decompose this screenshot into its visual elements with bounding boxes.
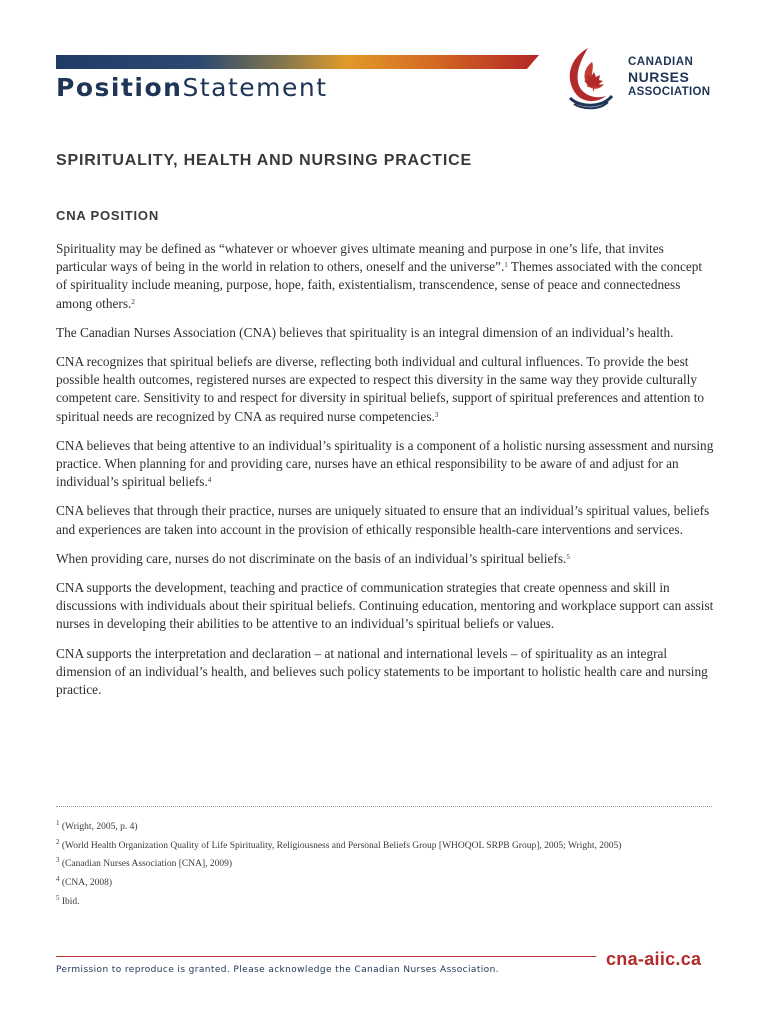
footer-divider — [56, 956, 596, 957]
logo-wordmark — [628, 55, 710, 100]
logo-line-canadian: CANADIAN — [628, 56, 694, 68]
footnotes — [56, 818, 716, 912]
title-bold: Position — [56, 73, 183, 102]
body-text — [56, 240, 716, 710]
footnote-item: $^2$ (World Health Organization Quality of Life Spirituality, Religiousness and Personal Beliefs Group [WHOQOL SRPB Group], 2005; Wright, 2005) — [56, 837, 622, 851]
header-gradient-bar — [56, 55, 539, 69]
paragraph: CNA recognizes that spiritual beliefs are diverse, reflecting both individual and cultural influences. To provide the best possible health outcomes, registered nurses are expected to respect this diversity in the same way they provide culturally competent care. Sensitivity to and respect for diversity in spiritual beliefs, support of spiritual preferences and attention to spiritual needs are recognized by CNA as required nurse competencies.$^3$ — [56, 354, 705, 424]
title-light: Statement — [182, 73, 328, 102]
section-heading: CNA POSITION — [56, 208, 160, 223]
flame-emblem-icon — [558, 44, 622, 114]
footnote-ref[interactable]: 4 — [207, 476, 212, 485]
permission-notice: Permission to reproduce is granted. Please acknowledge the Canadian Nurses Association. — [56, 965, 499, 975]
paragraph: CNA supports the interpretation and declaration – at national and international levels – of spirituality as an integral dimension of an individual’s health, and believes such policy statements to be important to holistic health care and nursing practice. — [56, 645, 708, 698]
paragraph: CNA supports the development, teaching and practice of communication strategies that create openness and skill in discussions with individuals about their spiritual beliefs. Continuing education, mentoring and workplace support can assist nurses in developing their abilities to be attentive to an individual’s spiritual beliefs or values. — [56, 580, 714, 632]
paragraph: CNA believes that through their practice, nurses are uniquely situated to ensure that an individual’s spiritual values, beliefs and experiences are taken into account in the provision of ethically responsible health-care interventions and services. — [56, 503, 710, 537]
footnote-item: $^3$ (Canadian Nurses Association [CNA], 2009) — [56, 856, 233, 870]
website-link[interactable]: cna-aiic.ca — [606, 949, 702, 969]
footnote-ref[interactable]: 5 — [566, 552, 570, 561]
paragraph: The Canadian Nurses Association (CNA) believes that spirituality is an integral dimension of an individual’s health. — [56, 324, 674, 340]
document-title: SPIRITUALITY, HEALTH AND NURSING PRACTICE — [56, 152, 472, 169]
footnote-item: $^5$ Ibid. — [56, 893, 80, 907]
logo-line-association: ASSOCIATION — [628, 86, 711, 98]
paragraph: Spirituality may be defined as “whatever or whoever gives ultimate meaning and purpose in one’s life, that invites particular ways of being in the world in relation to others, oneself and the universe”.$^1$ Themes associated with the concept of spirituality include meaning, purpose, hope, faith, existentialism, transcendence, sense of peace and connectedness among others.$^2$ — [56, 241, 703, 311]
paragraph: When providing care, nurses do not discriminate on the basis of an individual’s spiritual beliefs.$^5$ — [56, 550, 570, 566]
footnote-item: $^1$ (Wright, 2005, p. 4) — [56, 819, 138, 832]
footnote-divider — [56, 806, 712, 807]
footnote-ref[interactable]: 3 — [434, 410, 439, 419]
position-statement-title — [56, 73, 328, 102]
paragraph: CNA believes that being attentive to an individual’s spirituality is a component of a holistic nursing assessment and nursing practice. When planning for and providing care, nurses have an ethical responsibility to be aware of and adjust for an individual’s spiritual beliefs.$^4$ — [56, 437, 714, 490]
footnote-ref[interactable]: 1 — [504, 261, 508, 270]
cna-logo — [558, 44, 733, 114]
footnote-ref[interactable]: 2 — [131, 297, 135, 306]
footnote-item: $^4$ (CNA, 2008) — [56, 875, 113, 889]
logo-line-nurses: NURSES — [628, 69, 690, 85]
